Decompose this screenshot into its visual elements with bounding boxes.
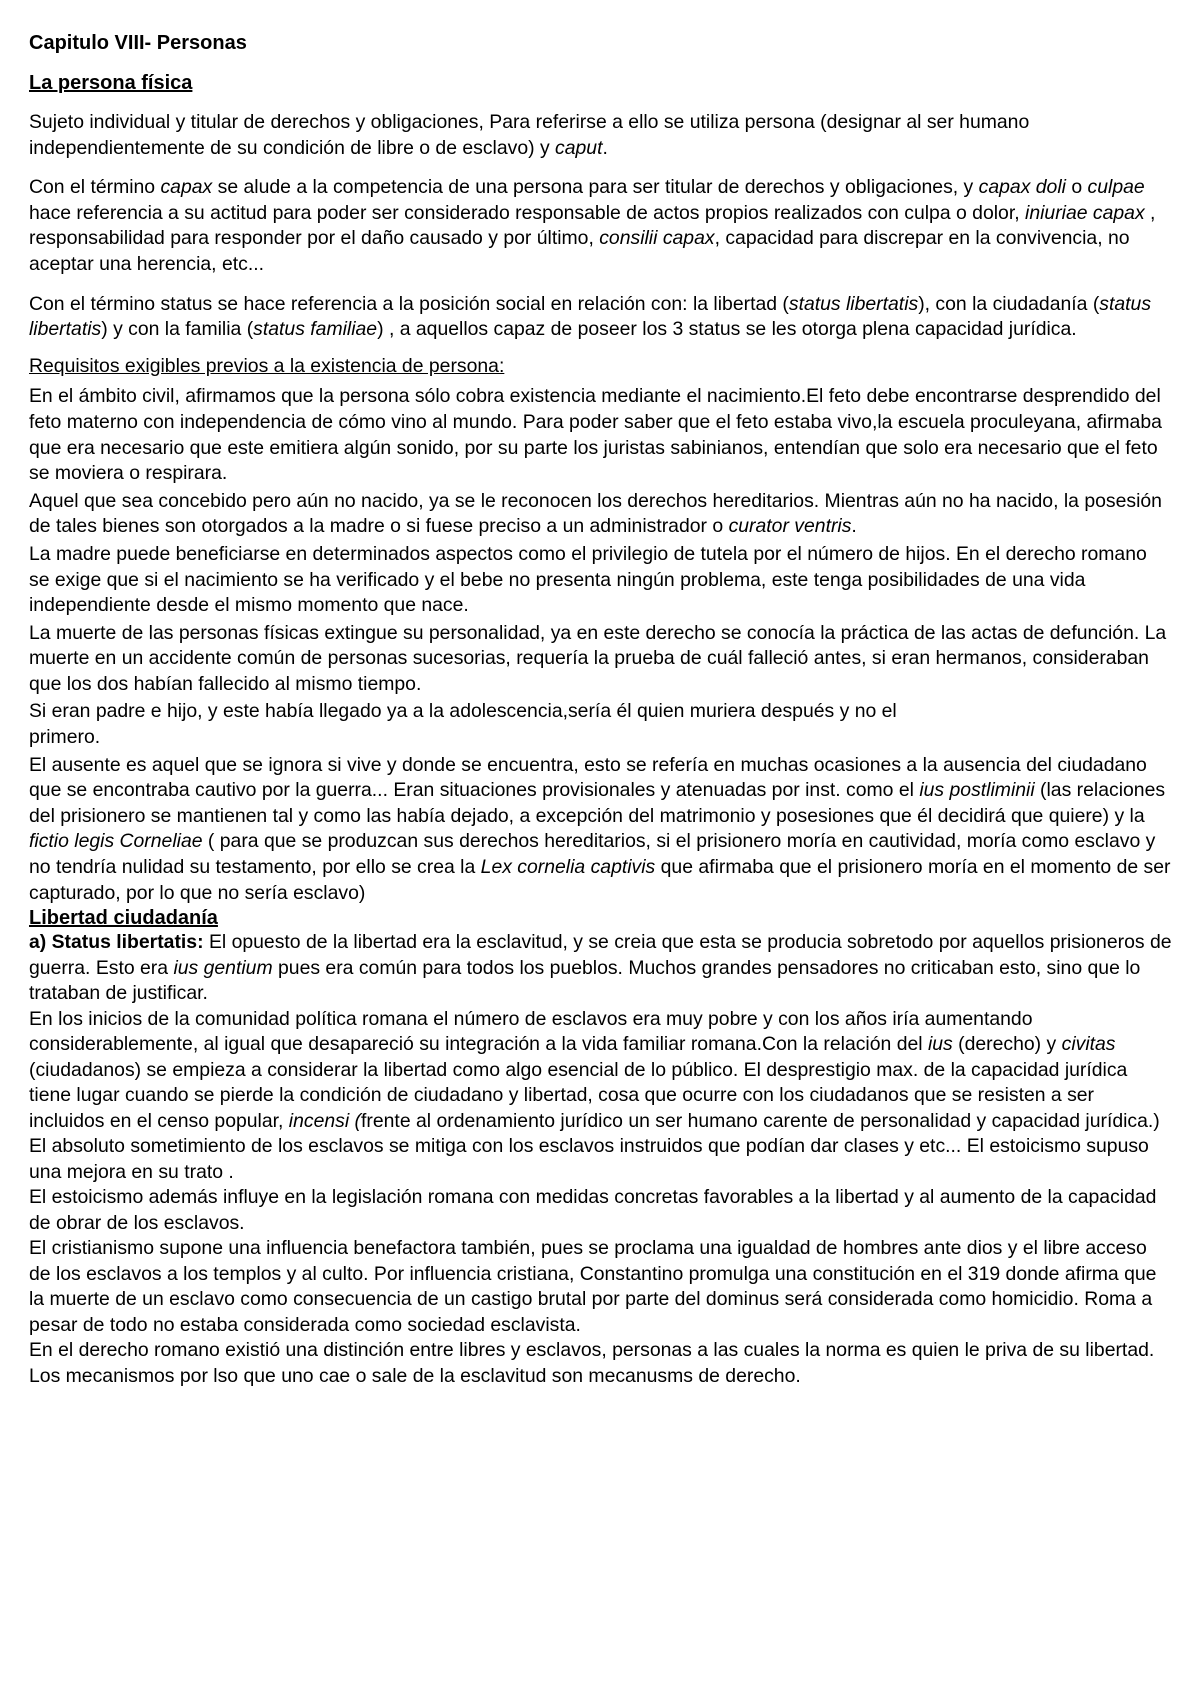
paragraph-estoicismo: El estoicismo además influye en la legislación romana con medidas concretas favorables a la libertad y al aumento de la capacidad de obrar de los esclavos. (29, 1186, 1157, 1234)
section-heading-libertad: Libertad ciudadanía (29, 907, 218, 930)
paragraph-cristianismo: El cristianismo supone una influencia benefactora también, pues se proclama una igualdad de hombres ante dios y el libre acceso de los esclavos a los templos y al culto. Por influencia cristiana, Constantino promulga una constitución en el 319 donde afirma que la muerte de un esclavo como consecuencia de un castigo brutal por parte del dominus será considerada como homicidio. Roma a pesar de todo no estaba considerada como sociedad esclavista. (29, 1237, 1157, 1336)
paragraph-capax: Con el término capax se alude a la competencia de una persona para ser titular de derechos y obligaciones, y capax doli o culpae hace referencia a su actitud para poder ser considerado responsable de actos propios realizados con culpa o dolor, iniuriae capax , responsabilidad para responder por el daño causado y por último, consilii capax, capacidad para discrepar en la convivencia, no aceptar una herencia, etc... (29, 176, 1156, 275)
paragraph-status: Con el término status se hace referencia a la posición social en relación con: la libertad (status libertatis), con la ciudadanía (status libertatis) y con la familia (status familiae) , a aquellos capaz de poseer los 3 status se les otorga plena capacidad jurídica. (29, 292, 1152, 341)
paragraph-padre-hijo: Si eran padre e hijo, y este había llegado ya a la adolescencia,sería él quien muriera después y no el primero. (29, 700, 897, 749)
paragraph-muerte: La muerte de las personas físicas extingue su personalidad, ya en este derecho se conocía la práctica de las actas de defunción. La muerte en un accidente común de personas sucesorias, requería la prueba de cuál falleció antes, si eran hermanos, consideraban que los dos habían fallecido al mismo tiempo. (29, 621, 1167, 695)
paragraph-definition: Sujeto individual y titular de derechos y obligaciones, Para referirse a ello se utiliza persona (designar al ser humano independientemente de su condición de libre o de esclavo) y caput. (29, 111, 1030, 159)
paragraph-sometimiento: El absoluto sometimiento de los esclavos se mitiga con los esclavos instruidos que podían dar clases y etc... El estoicismo supuso una mejora en su trato . (29, 1135, 1149, 1183)
section-heading-persona-fisica: La persona física (29, 72, 193, 94)
paragraph-status-libertatis: a) Status libertatis: El opuesto de la libertad era la esclavitud, y se creia que esta se producia sobretodo por aquellos prisioneros de guerra. Esto era ius gentium pues era común para todos los pueblos. Muchos grandes pensadores no criticaban esto, sino que lo trataban de justificar. (29, 931, 1172, 1005)
libertad-section-body (29, 930, 1172, 1389)
paragraph-comunidad-politica: En los inicios de la comunidad política romana el número de esclavos era muy pobre y con los años iría aumentando considerablemente, al igual que desapareció su integración a la vida familiar romana.Con la relación del ius (derecho) y civitas (ciudadanos) se empieza a considerar la libertad como algo esencial de lo público. El desprestigio max. de la capacidad jurídica tiene lugar cuando se pierde la condición de ciudadano y libertad, cosa que ocurre con los ciudadanos que se resisten a ser incluidos en el censo popular, incensi (frente al ordenamiento jurídico un ser humano carente de personalidad y capacidad jurídica.) (29, 1007, 1160, 1132)
paragraph-nacimiento: En el ámbito civil, afirmamos que la persona sólo cobra existencia mediante el nacimiento.El feto debe encontrarse desprendido del feto materno con independencia de cómo vino al mundo. Para poder saber que el feto estaba vivo,la escuela proculeyana, afirmaba que era necesario que este emitiera algún sonido, por su parte los juristas sabinianos, entendían que solo era necesario que el feto se moviera o respirara. (29, 385, 1162, 485)
paragraph-concebido: Aquel que sea concebido pero aún no nacido, ya se le reconocen los derechos hereditarios. Mientras aún no ha nacido, la posesión de tales bienes son otorgados a la madre o si fuese preciso a un administrador o curator ventris. (29, 489, 1162, 538)
paragraph-libres-esclavos: En el derecho romano existió una distinción entre libres y esclavos, personas a las cuales la norma es quien le priva de su libertad. Los mecanismos por lso que uno cae o sale de la esclavitud son mecanusms de derecho. (29, 1339, 1155, 1387)
chapter-title: Capitulo VIII- Personas (29, 32, 247, 54)
paragraph-madre: La madre puede beneficiarse en determinados aspectos como el privilegio de tutela por el número de hijos. En el derecho romano se exige que si el nacimiento se ha verificado y el bebe no presenta ningún problema, este tenga posibilidades de una vida independiente desde el mismo momento que nace. (29, 542, 1147, 617)
subheading-requisitos: Requisitos exigibles previos a la existencia de persona: (29, 354, 505, 377)
paragraph-ausente: El ausente es aquel que se ignora si vive y donde se encuentra, esto se refería en muchas ocasiones a la ausencia del ciudadano que se encontraba cautivo por la guerra... Eran situaciones provisionales y atenuadas por inst. como el ius postliminii (las relaciones del prisionero se mantienen tal y como las había dejado, a excepción del matrimonio y posesiones que él decidirá que quiere) y la fictio legis Corneliae ( para que se produzcan sus derechos hereditarios, si el prisionero moría en cautividad, moría como esclavo y no tendría nulidad su testamento, por ello se crea la Lex cornelia captivis que afirmaba que el prisionero moría en el momento de ser capturado, por lo que no sería esclavo) (29, 753, 1171, 904)
